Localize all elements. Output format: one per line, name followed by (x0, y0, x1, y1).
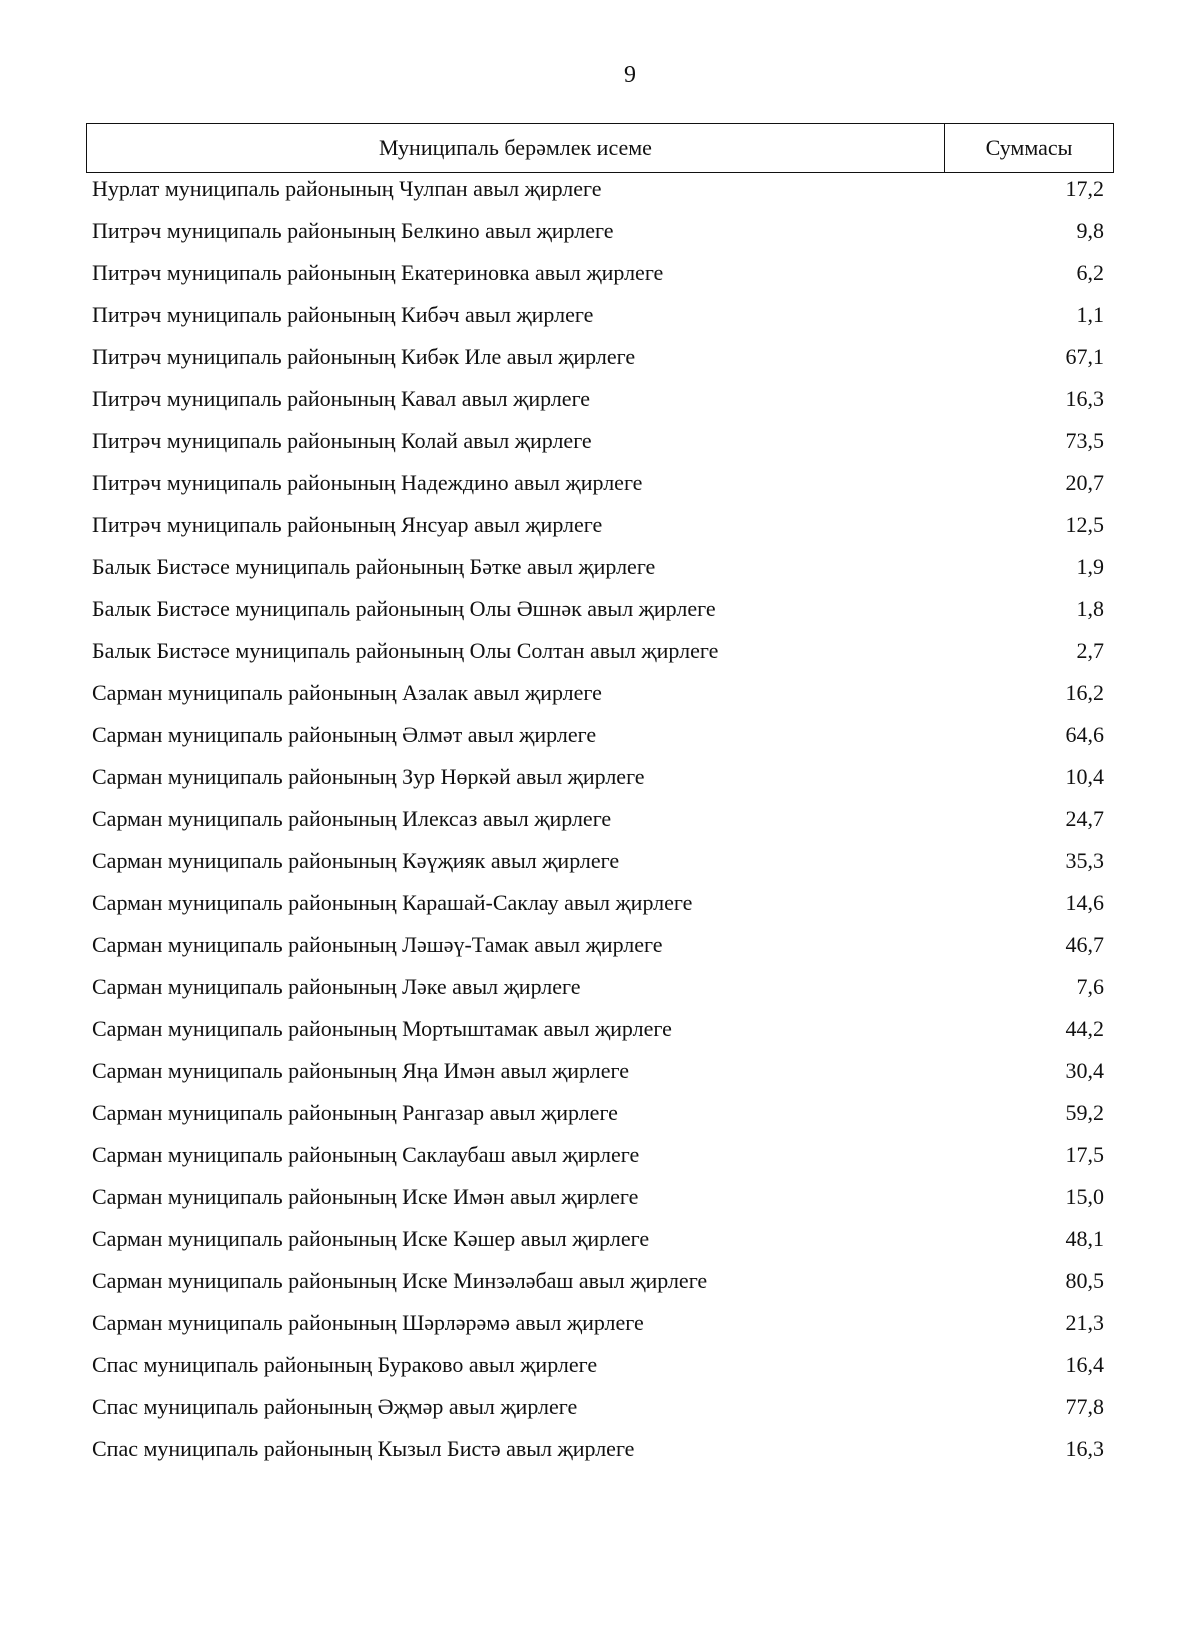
municipality-name: Питрәч муниципаль районының Янсуар авыл җирлеге (92, 512, 603, 537)
column-header-name: Муниципаль берәмлек исеме (87, 124, 945, 172)
amount-value: 16,4 (1065, 1352, 1104, 1377)
municipality-name: Питрәч муниципаль районының Екатериновка авыл җирлеге (92, 260, 664, 285)
table-row (92, 252, 1104, 294)
municipality-name: Сарман муниципаль районының Азалак авыл җирлеге (92, 680, 602, 705)
table-body (92, 168, 1104, 1470)
table-row (92, 714, 1104, 756)
amount-value: 9,8 (1076, 218, 1104, 243)
table-row (92, 210, 1104, 252)
table-row (92, 336, 1104, 378)
amount-value: 44,2 (1065, 1016, 1104, 1041)
amount-value: 1,9 (1076, 554, 1104, 579)
amount-value: 73,5 (1065, 428, 1104, 453)
amount-value: 10,4 (1065, 764, 1104, 789)
table-row (92, 462, 1104, 504)
amount-value: 46,7 (1065, 932, 1104, 957)
amount-value: 12,5 (1065, 512, 1104, 537)
amount-value: 1,8 (1076, 596, 1104, 621)
table-header (86, 123, 1114, 173)
municipality-name: Сарман муниципаль районының Карашай-Саклау авыл җирлеге (92, 890, 693, 915)
municipality-name: Сарман муниципаль районының Рангазар авыл җирлеге (92, 1100, 618, 1125)
amount-value: 64,6 (1065, 722, 1104, 747)
table-row (92, 294, 1104, 336)
table-row (92, 1428, 1104, 1470)
page-number: 9 (624, 62, 636, 88)
municipality-name: Балык Бистәсе муниципаль районының Олы Әшнәк авыл җирлеге (92, 596, 716, 621)
table-row (92, 1218, 1104, 1260)
table-row (92, 1134, 1104, 1176)
amount-value: 16,2 (1065, 680, 1104, 705)
municipality-name: Сарман муниципаль районының Мортыштамак авыл җирлеге (92, 1016, 672, 1041)
municipality-name: Питрәч муниципаль районының Кибәк Иле авыл җирлеге (92, 344, 636, 369)
amount-value: 67,1 (1065, 344, 1104, 369)
amount-value: 2,7 (1076, 638, 1104, 663)
amount-value: 21,3 (1065, 1310, 1104, 1335)
amount-value: 16,3 (1065, 386, 1104, 411)
municipality-name: Сарман муниципаль районының Кәүҗияк авыл җирлеге (92, 848, 620, 873)
table-row (92, 1260, 1104, 1302)
municipality-name: Сарман муниципаль районының Иске Минзәләбаш авыл җирлеге (92, 1268, 708, 1293)
table-row (92, 756, 1104, 798)
table-row (92, 1302, 1104, 1344)
table-row (92, 1344, 1104, 1386)
table-row (92, 1050, 1104, 1092)
table-row (92, 1092, 1104, 1134)
amount-value: 35,3 (1065, 848, 1104, 873)
amount-value: 6,2 (1076, 260, 1104, 285)
table-row (92, 1008, 1104, 1050)
municipality-name: Спас муниципаль районының Әҗмәр авыл җирлеге (92, 1394, 578, 1419)
table-row (92, 924, 1104, 966)
amount-value: 1,1 (1076, 302, 1104, 327)
table-row (92, 672, 1104, 714)
table-row (92, 420, 1104, 462)
municipality-name: Питрәч муниципаль районының Белкино авыл җирлеге (92, 218, 614, 243)
municipality-name: Питрәч муниципаль районының Колай авыл җирлеге (92, 428, 592, 453)
table-row (92, 882, 1104, 924)
municipality-name: Сарман муниципаль районының Ләшәү-Тамак авыл җирлеге (92, 932, 663, 957)
municipality-name: Сарман муниципаль районының Шәрләрәмә авыл җирлеге (92, 1310, 644, 1335)
municipality-name: Сарман муниципаль районының Ләке авыл җирлеге (92, 974, 581, 999)
table-row (92, 1386, 1104, 1428)
amount-value: 14,6 (1065, 890, 1104, 915)
municipality-name: Балык Бистәсе муниципаль районының Олы Солтан авыл җирлеге (92, 638, 719, 663)
table-row (92, 798, 1104, 840)
table-row (92, 504, 1104, 546)
table-row (92, 630, 1104, 672)
municipality-name: Сарман муниципаль районының Яңа Имән авыл җирлеге (92, 1058, 629, 1083)
municipality-name: Питрәч муниципаль районының Надеждино авыл җирлеге (92, 470, 643, 495)
municipality-name: Балык Бистәсе муниципаль районының Бәтке авыл җирлеге (92, 554, 656, 579)
municipality-name: Спас муниципаль районының Бураково авыл җирлеге (92, 1352, 598, 1377)
table-row (92, 378, 1104, 420)
amount-value: 17,2 (1065, 176, 1104, 201)
municipality-name: Питрәч муниципаль районының Кавал авыл җирлеге (92, 386, 591, 411)
amount-value: 7,6 (1076, 974, 1104, 999)
amount-value: 77,8 (1065, 1394, 1104, 1419)
amount-value: 30,4 (1065, 1058, 1104, 1083)
amount-value: 16,3 (1065, 1436, 1104, 1461)
amount-value: 15,0 (1065, 1184, 1104, 1209)
table-row (92, 588, 1104, 630)
amount-value: 59,2 (1065, 1100, 1104, 1125)
municipality-name: Сарман муниципаль районының Илексаз авыл җирлеге (92, 806, 612, 831)
table-row (92, 168, 1104, 210)
municipality-name: Питрәч муниципаль районының Кибәч авыл җирлеге (92, 302, 594, 327)
table-row (92, 546, 1104, 588)
municipality-name: Сарман муниципаль районының Иске Кәшер авыл җирлеге (92, 1226, 650, 1251)
municipality-name: Сарман муниципаль районының Саклаубаш авыл җирлеге (92, 1142, 640, 1167)
table-row (92, 840, 1104, 882)
amount-value: 24,7 (1065, 806, 1104, 831)
amount-value: 20,7 (1065, 470, 1104, 495)
column-header-sum: Суммасы (985, 135, 1073, 160)
municipality-name: Сарман муниципаль районының Иске Имән авыл җирлеге (92, 1184, 639, 1209)
amount-value: 48,1 (1065, 1226, 1104, 1251)
amount-value: 17,5 (1065, 1142, 1104, 1167)
municipality-name: Нурлат муниципаль районының Чулпан авыл җирлеге (92, 176, 602, 201)
municipality-name: Сарман муниципаль районының Зур Нөркәй авыл җирлеге (92, 764, 645, 789)
table-row (92, 1176, 1104, 1218)
municipality-name: Сарман муниципаль районының Әлмәт авыл җирлеге (92, 722, 597, 747)
amount-value: 80,5 (1065, 1268, 1104, 1293)
municipality-name: Спас муниципаль районының Кызыл Бистә авыл җирлеге (92, 1436, 635, 1461)
table-row (92, 966, 1104, 1008)
